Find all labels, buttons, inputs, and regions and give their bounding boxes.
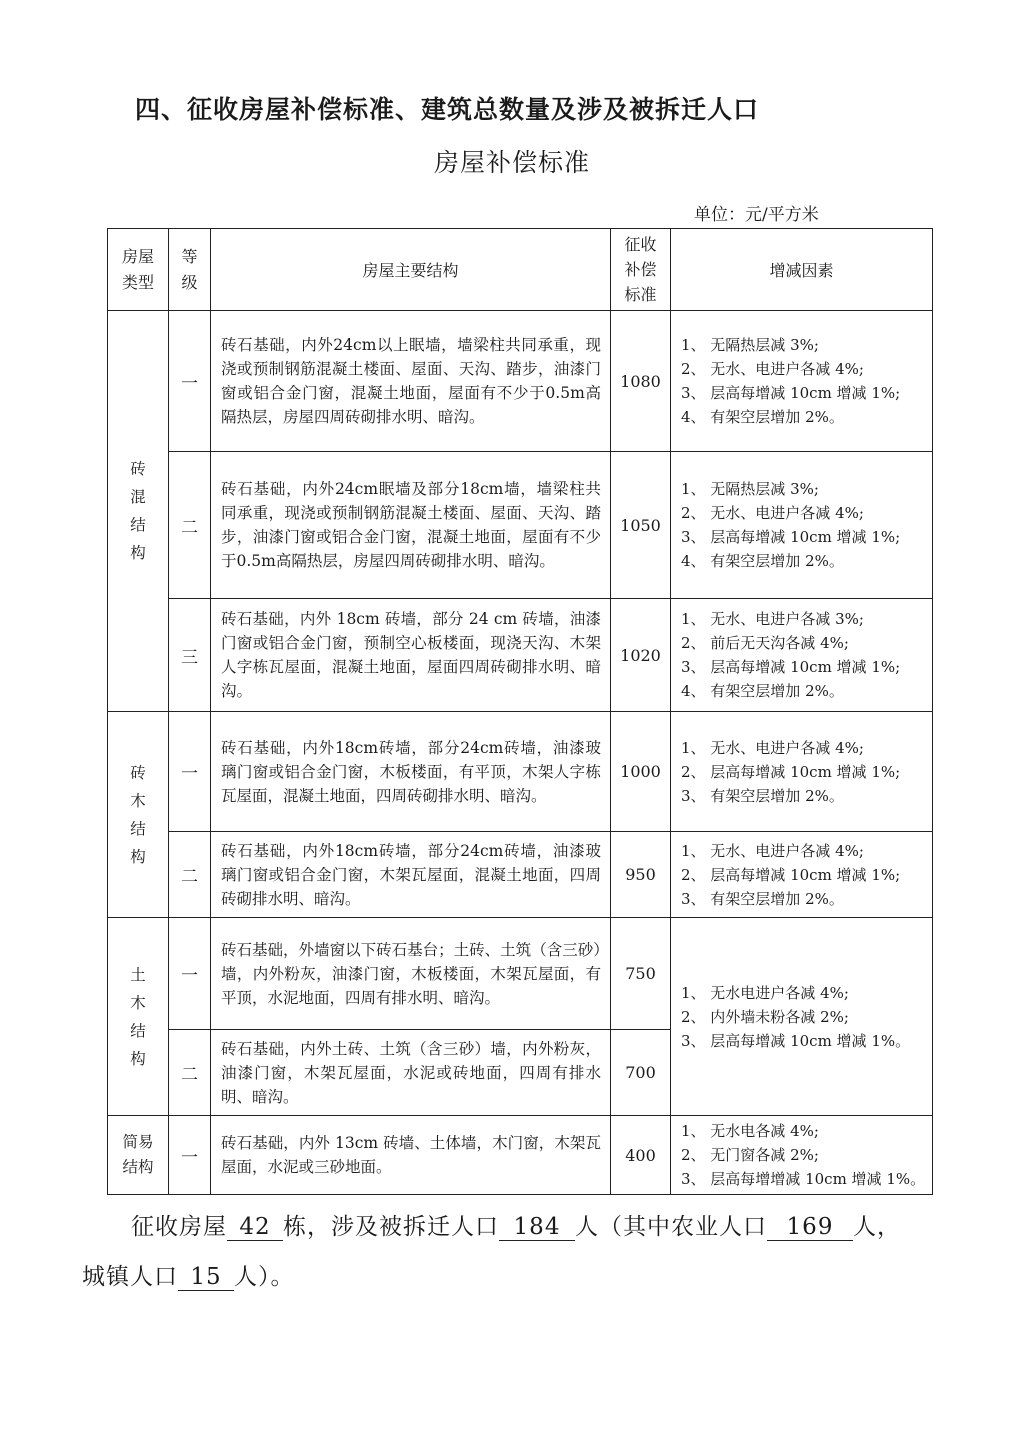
grade-cell: 二 <box>169 452 211 599</box>
structure-cell: 砖石基础，内外24cm以上眠墙，墙梁柱共同承重，现浇或预制钢筋混凝土楼面、屋面、天沟、踏步，油漆门窗或铝合金门窗，混凝土地面，屋面有不少于0.5m高隔热层，房屋四周砖砌排水明、暗沟。 <box>211 311 611 452</box>
grade-cell: 三 <box>169 599 211 712</box>
factors-cell: 1、 无水、电进户各减 3%; 2、 前后无天沟各减 4%; 3、 层高每增减 10cm 增减 1%; 4、 有架空层增加 2%。 <box>671 599 933 712</box>
structure-cell: 砖石基础，内外土砖、土筑（含三砂）墙，内外粉灰，油漆门窗，木架瓦屋面，水泥或砖地面，四周有排水明、暗沟。 <box>211 1030 611 1116</box>
factors-cell: 1、 无水、电进户各减 4%; 2、 层高每增减 10cm 增减 1%; 3、 有架空层增加 2%。 <box>671 712 933 832</box>
agricultural-population: 169 <box>767 1214 853 1241</box>
factors-cell: 1、 无水、电进户各减 4%; 2、 层高每增减 10cm 增减 1%; 3、 有架空层增加 2%。 <box>671 832 933 918</box>
header-factors: 增减因素 <box>671 229 933 311</box>
table-header-row <box>108 229 933 311</box>
structure-cell: 砖石基础，内外 18cm 砖墙，部分 24 cm 砖墙，油漆门窗或铝合金门窗，预制空心板楼面，现浇天沟、木架人字栋瓦屋面，混凝土地面，屋面四周砖砌排水明、暗沟。 <box>211 599 611 712</box>
table-row <box>108 599 933 712</box>
structure-cell: 砖石基础，外墙窗以下砖石基台；土砖、土筑（含三砂）墙，内外粉灰，油漆门窗，木板楼面，木架瓦屋面，有平顶，水泥地面，四周有排水明、暗沟。 <box>211 918 611 1030</box>
section-heading: 四、征收房屋补偿标准、建筑总数量及涉及被拆迁人口 <box>135 95 760 124</box>
summary-line-1: 征收房屋 42 栋，涉及被拆迁人口 184 人（其中农业人口 169 人， <box>131 1214 901 1240</box>
table-row <box>108 1116 933 1195</box>
table-row <box>108 311 933 452</box>
factors-cell: 1、 无水电进户各减 4%; 2、 内外墙未粉各减 2%; 3、 层高每增减 10cm 增减 1%。 <box>671 918 933 1116</box>
grade-cell: 一 <box>169 1116 211 1195</box>
price-cell: 1020 <box>611 599 671 712</box>
price-cell: 1080 <box>611 311 671 452</box>
grade-cell: 一 <box>169 712 211 832</box>
header-structure: 房屋主要结构 <box>211 229 611 311</box>
structure-cell: 砖石基础，内外18cm砖墙，部分24cm砖墙，油漆玻璃门窗或铝合金门窗，木板楼面，有平顶，木架人字栋瓦屋面，混凝土地面，四周砖砌排水明、暗沟。 <box>211 712 611 832</box>
building-count: 42 <box>227 1214 283 1241</box>
price-cell: 950 <box>611 832 671 918</box>
header-price: 征收补偿标准 <box>611 229 671 311</box>
price-cell: 400 <box>611 1116 671 1195</box>
type-cell: 土木结构 <box>108 918 169 1116</box>
grade-cell: 一 <box>169 918 211 1030</box>
table-row <box>108 918 933 1030</box>
summary-line-2: 城镇人口 15 人）。 <box>82 1264 295 1290</box>
factors-cell: 1、 无隔热层减 3%; 2、 无水、电进户各减 4%; 3、 层高每增减 10cm 增减 1%; 4、 有架空层增加 2%。 <box>671 452 933 599</box>
type-cell: 简易结构 <box>108 1116 169 1195</box>
header-type: 房屋类型 <box>108 229 169 311</box>
structure-cell: 砖石基础，内外18cm砖墙，部分24cm砖墙，油漆玻璃门窗或铝合金门窗，木架瓦屋面，混凝土地面，四周砖砌排水明、暗沟。 <box>211 832 611 918</box>
grade-cell: 一 <box>169 311 211 452</box>
type-cell: 砖混结构 <box>108 311 169 712</box>
grade-cell: 二 <box>169 1030 211 1116</box>
table-row <box>108 832 933 918</box>
factors-cell: 1、 无水电各减 4%; 2、 无门窗各减 2%; 3、 层高每增增减 10cm 增减 1%。 <box>671 1116 933 1195</box>
table-row <box>108 452 933 599</box>
unit-label: 单位：元/平方米 <box>694 205 819 225</box>
table-row <box>108 712 933 832</box>
factors-cell: 1、 无隔热层减 3%; 2、 无水、电进户各减 4%; 3、 层高每增减 10cm 增减 1%; 4、 有架空层增加 2%。 <box>671 311 933 452</box>
type-cell: 砖木结构 <box>108 712 169 918</box>
price-cell: 1000 <box>611 712 671 832</box>
structure-cell: 砖石基础，内外24cm眠墙及部分18cm墙，墙梁柱共同承重，现浇或预制钢筋混凝土楼面、屋面、天沟、踏步，油漆门窗或铝合金门窗，混凝土地面，屋面有不少于0.5m高隔热层，房屋四周砖砌排水明、暗沟。 <box>211 452 611 599</box>
urban-population: 15 <box>178 1264 234 1291</box>
compensation-table <box>107 228 933 1195</box>
header-grade: 等级 <box>169 229 211 311</box>
price-cell: 750 <box>611 918 671 1030</box>
price-cell: 1050 <box>611 452 671 599</box>
population-count: 184 <box>499 1214 575 1241</box>
structure-cell: 砖石基础，内外 13cm 砖墙、土体墙，木门窗，木架瓦屋面，水泥或三砂地面。 <box>211 1116 611 1195</box>
grade-cell: 二 <box>169 832 211 918</box>
price-cell: 700 <box>611 1030 671 1116</box>
table-title: 房屋补偿标准 <box>433 148 590 177</box>
